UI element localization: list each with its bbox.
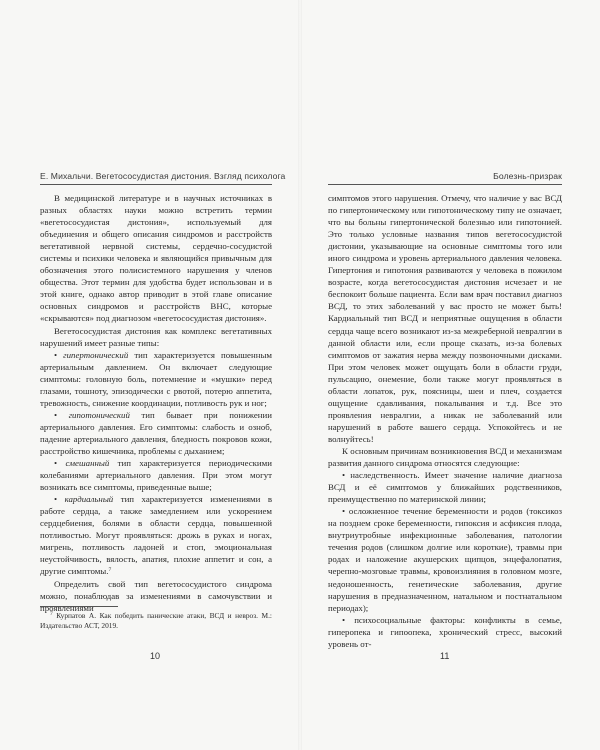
- footnote-ref: 7: [108, 567, 112, 574]
- paragraph: В медицинской литературе и в научных источниках в разных областях науки можно встретить термин «вегетососудистая дистония», используемый для объединения и общего описания синдромов и расстройств вегетативной нервной системы, сердечно-сосудистой системы и психики человека и являющийся привычным для обозначения этого полисистемного нарушения у членов общества. Этот термин для удобства будет использован и в этой книге, однако автор приводит в этой главе описание основных синдромов и расстройств ВНС, которые «скрываются» под диагнозом «вегетососудистая дистония».: [40, 193, 272, 324]
- running-header: Болезнь-призрак: [493, 171, 562, 181]
- list-item: • кардиальный тип характеризуется изменениями в работе сердца, а также замедлением или ускорением сердцебиения, болями в области сердца, повышенной потливостью. Могут проявляться: дрожь в руках и ногах, мигрень, потливость ладоней и стоп, эмоциональная неустойчивость, вялость, апатия, плохие аппетит и сон, а другие симптомы.$^7$: [40, 494, 272, 577]
- paragraph: Вегетососудистая дистония как комплекс вегетативных нарушений имеет разные типы:: [40, 325, 272, 348]
- list-item: • психосоциальные факторы: конфликты в семье, гиперопека и гипоопека, хронический стресс, высокий уровень от-: [328, 614, 562, 649]
- footnote: $^7$ Курпатов А. Как победить панические атаки, ВСД и невроз. М.: Издательство АСТ, 2019.: [40, 611, 272, 630]
- paragraph: Определить свой тип вегетососудистого синдрома можно, понаблюдав за изменениями в самочувствии и проявлениями: [40, 578, 272, 613]
- type-term: кардиальный: [64, 494, 114, 505]
- page-number: 10: [150, 651, 161, 661]
- type-term: гипотонический: [68, 409, 130, 420]
- footnote-rule: [40, 606, 118, 607]
- page-body: [328, 192, 562, 650]
- header-rule: [40, 184, 272, 185]
- list-item: • гипертонический тип характеризуется повышенным артериальным давлением. Он включает следующие симптомы: головную боль, потемнение и «мушки» перед глазами, тошноту, эпизодически с рвотой, потерю аппетита, тревожность, снижение координации, потливость рук и ног;: [40, 349, 272, 408]
- paragraph: симптомов этого нарушения. Отмечу, что наличие у вас ВСД по гипертоническому или гипотоническому типу не означает, что вы больны гипертонической болезнью или гипотонией. Это только условные названия типов вегетососудистой дистонии, указывающие на основные симптомы того или иного синдрома и уровень артериального давления человека. Гипертония и гипотония развиваются у человека в пожилом возрасте, когда вегетососудистая дистония исчезает и не беспокоит больше пациента. Если вам врач поставил диагноз ВСД, то этих заболеваний у вас просто не может быть! Кардиальный тип ВСД и неприятные ощущения в области сердца чаще всего возникают из-за межреберной невралгии в данной области или, если проще сказать, из-за болевых симптомов от зажатия нерва между позвоночными дисками. При этом человек может ощущать боли в области груди, пульсацию, онемение, боли также могут проявляться в области лопаток, рук, поясницы, шеи и плеч, создается ощущение сдавливания, покалывания и т.д. Все это проявления невралгии, а никак не заболеваний или нарушений в работе вашего сердца. Успокойтесь и не волнуйтесь!: [328, 193, 562, 444]
- list-item: • гипотонический тип бывает при понижении артериального давления. Его симптомы: слабость и озноб, падение артериального давления, бледность покровов кожи, расстройство кишечника, проблемы с дыханием;: [40, 409, 273, 456]
- list-item: • смешанный тип характеризуется периодическими колебаниями артериального давления. При этом могут возникать все симптомы, приведенные выше;: [40, 458, 272, 493]
- type-term: смешанный: [65, 458, 110, 469]
- page-number: 11: [440, 651, 450, 661]
- paragraph: К основным причинам возникновения ВСД и механизмам развития данного синдрома относятся следующие:: [328, 445, 562, 469]
- running-header: Е. Михальчи. Вегетососудистая дистония. Взгляд психолога: [40, 171, 286, 181]
- right-page: [300, 0, 600, 750]
- page-body: [40, 192, 272, 614]
- type-term: гипертонический: [63, 349, 129, 360]
- list-item: • наследственность. Имеет значение наличие диагноза ВСД и её симптомов у ближайших родственников, преимущественно по материнской линии;: [328, 470, 562, 505]
- list-item: • осложненное течение беременности и родов (токсикоз на позднем сроке беременности, гипоксия и асфиксия плода, внутриутробные инфекционные заболевания, патологии течения родов (слишком долгие или короткие), травмы при родах и наложение акушерских щипцов, энцефалопатия, черепно-мозговые травмы, кровоизлияния в головном мозге, недоношенность, генетические заболевания, другие нарушения в предназначенном, натальном и постнатальном периодах);: [328, 506, 562, 613]
- header-rule: [328, 184, 562, 185]
- footnote-number: 7: [50, 611, 53, 617]
